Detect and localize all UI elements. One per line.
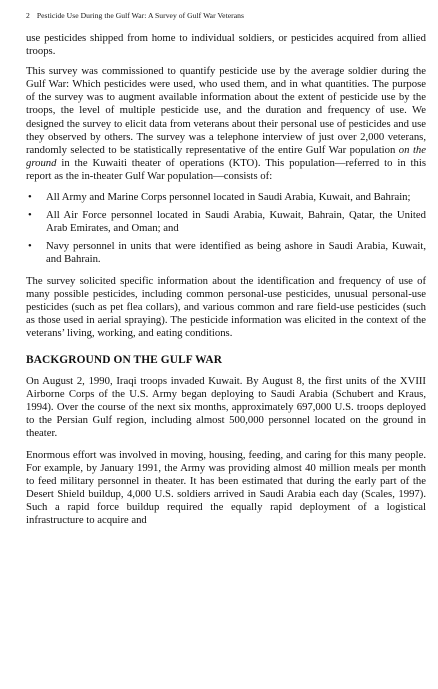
bullet-marker: • [28, 191, 32, 204]
list-item [26, 240, 426, 266]
running-header [26, 11, 244, 20]
paragraph-survey-purpose [26, 65, 426, 183]
running-title: Pesticide Use During the Gulf War: A Survey of Gulf War Veterans [36, 11, 245, 20]
list-item-text: Navy personnel in units that were identified as being ashore in Saudi Arabia, Kuwait, and Bahrain. [46, 240, 426, 266]
paragraph-survey-purpose-text: This survey was commissioned to quantify pesticide use by the average soldier during the Gulf War: Which pesticides were used, who used them, and in what quantities. The purpose of the survey was to augment available information about the extent of pesticide use by the troops, the level of multiple pesticide use, and the duration and frequency of use. We designed the survey to elicit data from veterans about their personal use of pesticides and use they observed by others. The survey was a telephone interview of just over 2,000 veterans, randomly selected to be statistically representative of the entire Gulf War population [26, 65, 426, 156]
list-item-text: All Air Force personnel located in Saudi Arabia, Kuwait, Bahrain, Qatar, the United Arab Emirates, and Oman; and [46, 209, 426, 235]
population-bullet-list [26, 191, 426, 266]
list-item [26, 191, 426, 204]
paragraph-logistics: Enormous effort was involved in moving, housing, feeding, and caring for this many people. For example, by January 1991, the Army was providing almost 40 million meals per month to feed military personnel in theater. It has been estimated that during the early part of the Desert Shield buildup, 4,000 U.S. soldiers arrived in Saudi Arabia each day (Scales, 1997). Such a rapid force buildup required the equally rapid deployment of a logistical infrastructure to acquire and [26, 448, 426, 526]
bullet-marker: • [28, 240, 32, 253]
paragraph-survey-content: The survey solicited specific information about the identification and frequency of use of many possible pesticides, including common personal-use pesticides, unusual personal-use pesticides (such as pet flea collars), and various common and rare field-use pesticides (such as those used in aerial spraying). The pesticide information was elicited in the context of the veterans’ living, working, and eating conditions. [26, 274, 426, 339]
page-number: 2 [26, 11, 30, 20]
bullet-marker: • [28, 209, 32, 222]
paragraph-survey-purpose-text-end: in the Kuwaiti theater of operations (KTO). This population—referred to in this report as the in-theater Gulf War population—consists of: [26, 156, 426, 182]
list-item [26, 209, 426, 235]
body-text [26, 32, 426, 535]
paragraph-invasion: On August 2, 1990, Iraqi troops invaded Kuwait. By August 8, the first units of the XVIII Airborne Corps of the U.S. Army began deploying to Saudi Arabia (Schubert and Kraus, 1994). Over the course of the next six months, approximately 697,000 U.S. troops deployed to the Persian Gulf region, including almost 500,000 personnel located on the ground in theater. [26, 375, 426, 440]
paragraph-continuation: use pesticides shipped from home to individual soldiers, or pesticides acquired from allied troops. [26, 32, 426, 58]
list-item-text: All Army and Marine Corps personnel located in Saudi Arabia, Kuwait, and Bahrain; [46, 191, 411, 204]
emphasis-on-the-ground: on the ground [26, 143, 426, 169]
section-heading: BACKGROUND ON THE GULF WAR [26, 353, 223, 366]
